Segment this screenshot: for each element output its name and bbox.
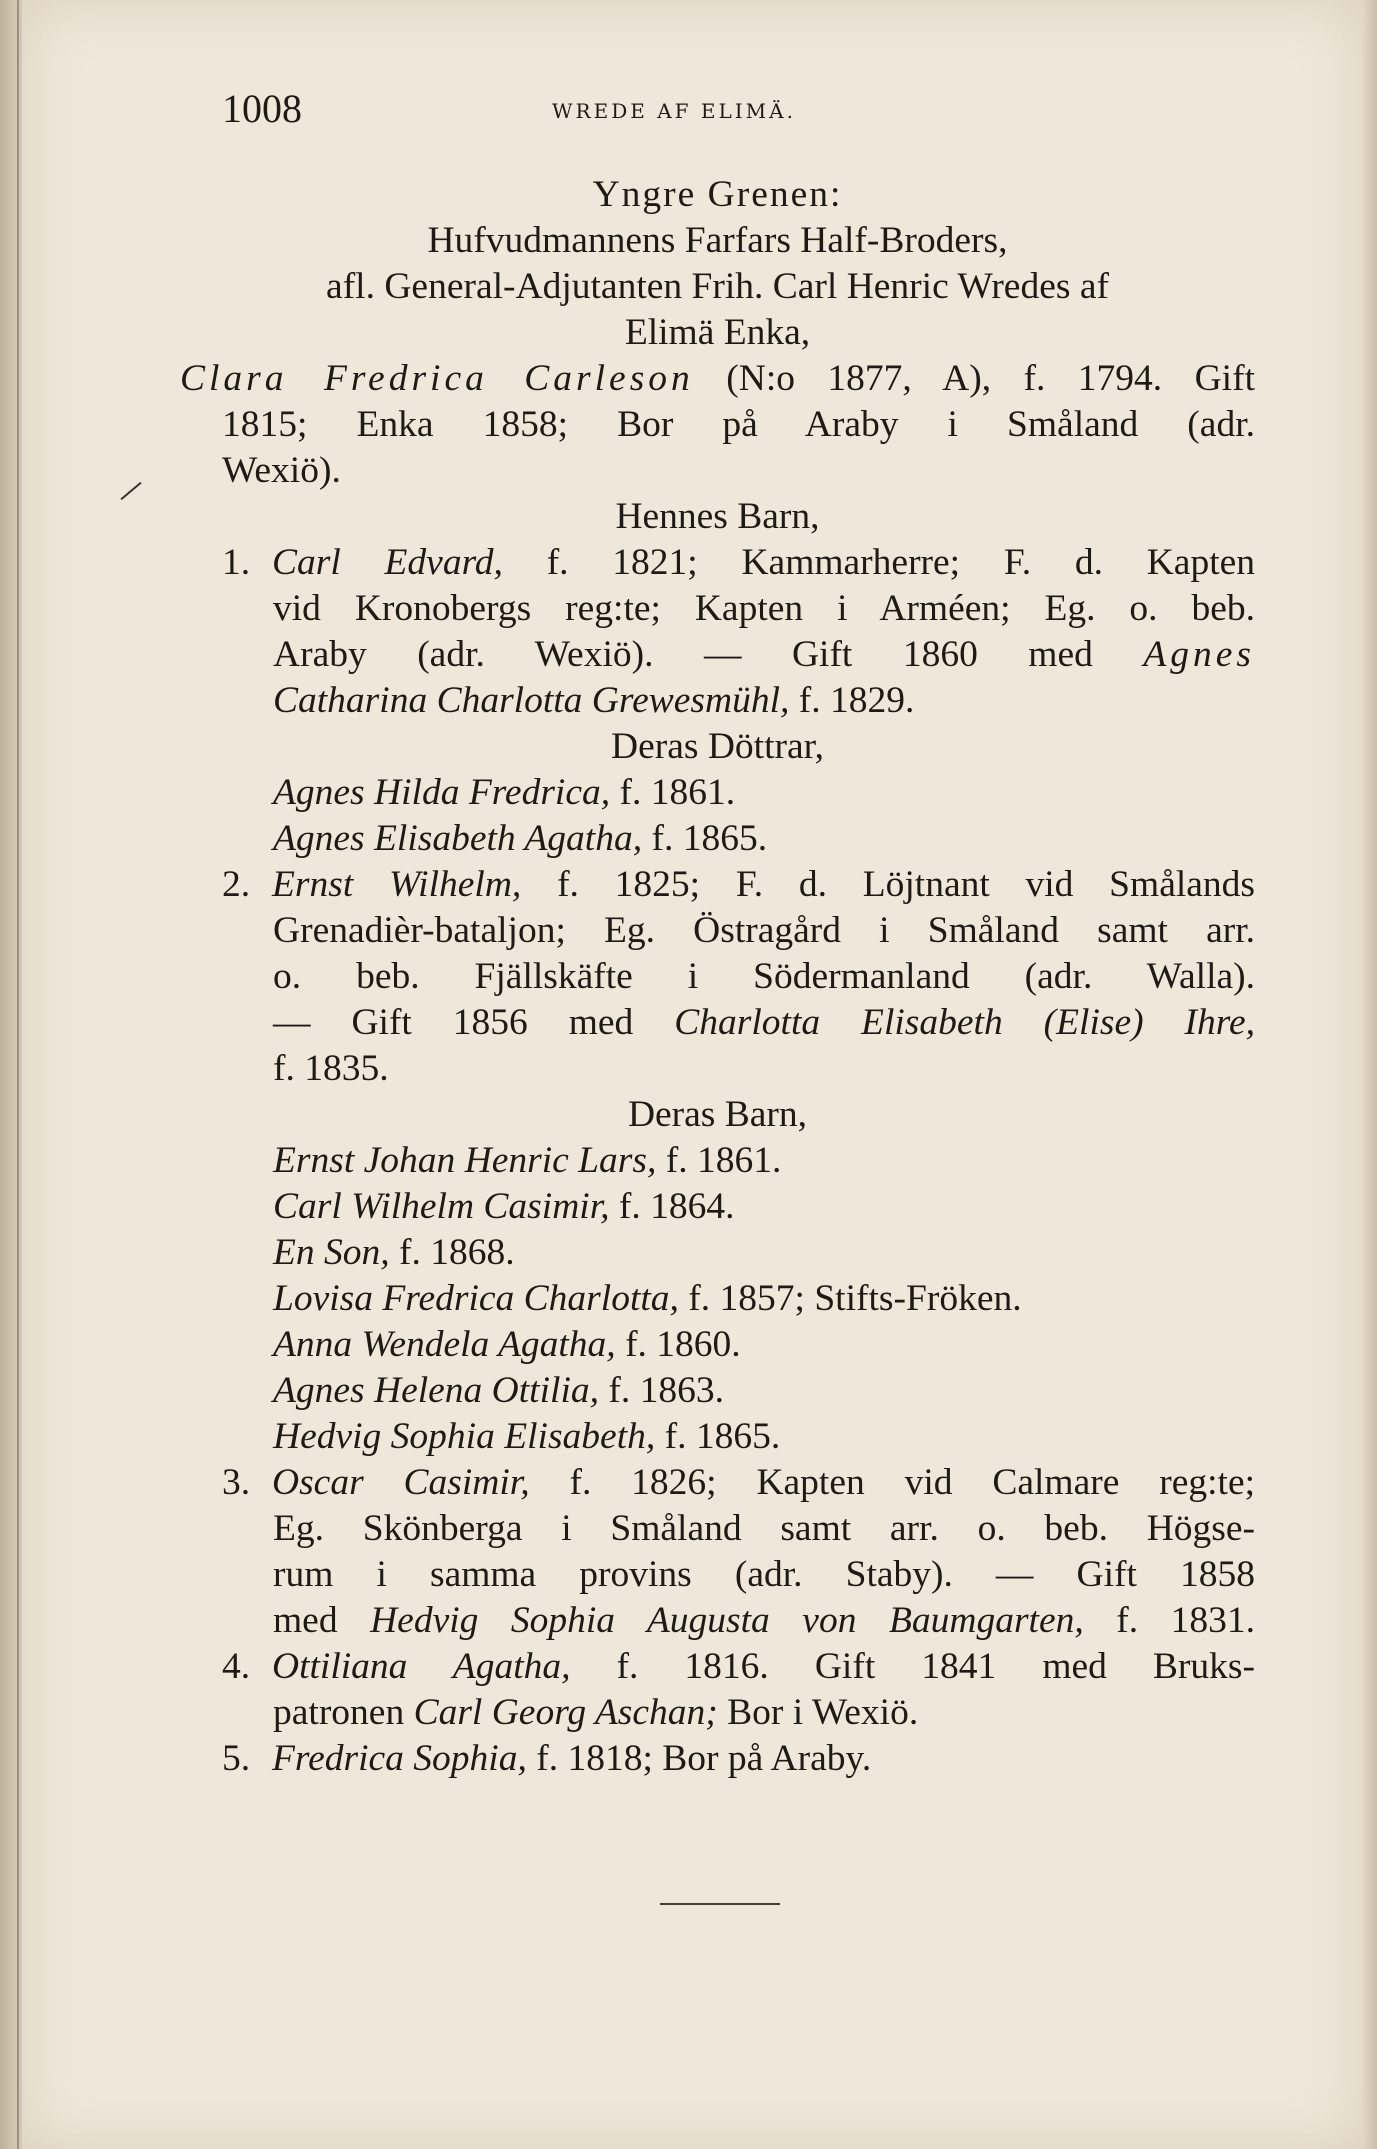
intro-line: Hufvudmannens Farfars Half-Broders, [427,220,1008,261]
child-name: Fredrica Sophia, [272,1738,527,1779]
page-number: 1008 [222,86,302,131]
list-item: En Son, f. 1868. [273,1232,515,1273]
subheading: Deras Barn, [627,1094,808,1135]
widow-line: Clara Fredrica Carleson (N:o 1877, A), f. 1794. Gift [180,358,1255,399]
child-entry: 1. Carl Edvard, f. 1821; Kammarherre; F. d. Kapten [222,542,1255,583]
child-name: Ottiliana Agatha, [272,1646,571,1687]
list-item: Hedvig Sophia Elisabeth, f. 1865. [273,1416,781,1457]
entry-line: — Gift 1856 med Charlotta Elisabeth (Elise) Ihre, [273,1002,1255,1043]
intro-line: afl. General-Adjutanten Frih. Carl Henric Wredes af [326,266,1109,307]
entry-line: Catharina Charlotta Grewesmühl, f. 1829. [273,680,915,721]
gutter-line [17,0,19,2149]
child-name: Carl Edvard, [272,542,503,583]
page-edge [1362,0,1377,2149]
entry-line: Grenadièr-bataljon; Eg. Östragård i Småland samt arr. [273,910,1255,951]
entry-line: o. beb. Fjällskäfte i Södermanland (adr. Walla). [273,956,1255,997]
page-header [222,85,1262,130]
entry-line: med Hedvig Sophia Augusta von Baumgarten, f. 1831. [273,1600,1255,1641]
child-entry: 3. Oscar Casimir, f. 1826; Kapten vid Calmare reg:te; [222,1462,1255,1503]
child-name: Ernst Wilhelm, [272,864,522,905]
list-item: Agnes Helena Ottilia, f. 1863. [273,1370,724,1411]
section-heading: Yngre Grenen: [592,174,843,215]
child-entry: 2. Ernst Wilhelm, f. 1825; F. d. Löjtnant vid Smålands [222,864,1255,905]
subheading: Deras Döttrar, [611,726,824,767]
children-heading: Hennes Barn, [615,496,820,537]
entry-line: Araby (adr. Wexiö). — Gift 1860 med Agnes [273,634,1255,675]
child-entry: 5. Fredrica Sophia, f. 1818; Bor på Araby. [222,1738,872,1779]
entry-line: vid Kronobergs reg:te; Kapten i Arméen; Eg. o. beb. [273,588,1255,629]
entry-line: f. 1835. [273,1048,389,1089]
list-item: Anna Wendela Agatha, f. 1860. [273,1324,741,1365]
list-item: Agnes Elisabeth Agatha, f. 1865. [273,818,768,859]
widow-line: 1815; Enka 1858; Bor på Araby i Småland (adr. [222,404,1255,445]
widow-name: Clara Fredrica Carleson [180,358,694,399]
intro-line: Elimä Enka, [624,312,811,353]
entry-line: Eg. Skönberga i Småland samt arr. o. beb. Högse- [273,1508,1255,1549]
list-item: Ernst Johan Henric Lars, f. 1861. [273,1140,782,1181]
list-item: Agnes Hilda Fredrica, f. 1861. [273,772,736,813]
list-item: Carl Wilhelm Casimir, f. 1864. [273,1186,735,1227]
genealogy-text [180,172,1255,1782]
widow-line: Wexiö). [222,450,341,491]
child-name: Oscar Casimir, [272,1462,530,1503]
end-rule [660,1903,780,1905]
child-entry: 4. Ottiliana Agatha, f. 1816. Gift 1841 med Bruks- [222,1646,1255,1687]
running-head: WREDE AF ELIMÄ. [552,99,796,123]
list-item: Lovisa Fredrica Charlotta, f. 1857; Stifts-Fröken. [273,1278,1022,1319]
entry-line: patronen Carl Georg Aschan; Bor i Wexiö. [273,1692,919,1733]
entry-line: rum i samma provins (adr. Staby). — Gift 1858 [273,1554,1255,1595]
